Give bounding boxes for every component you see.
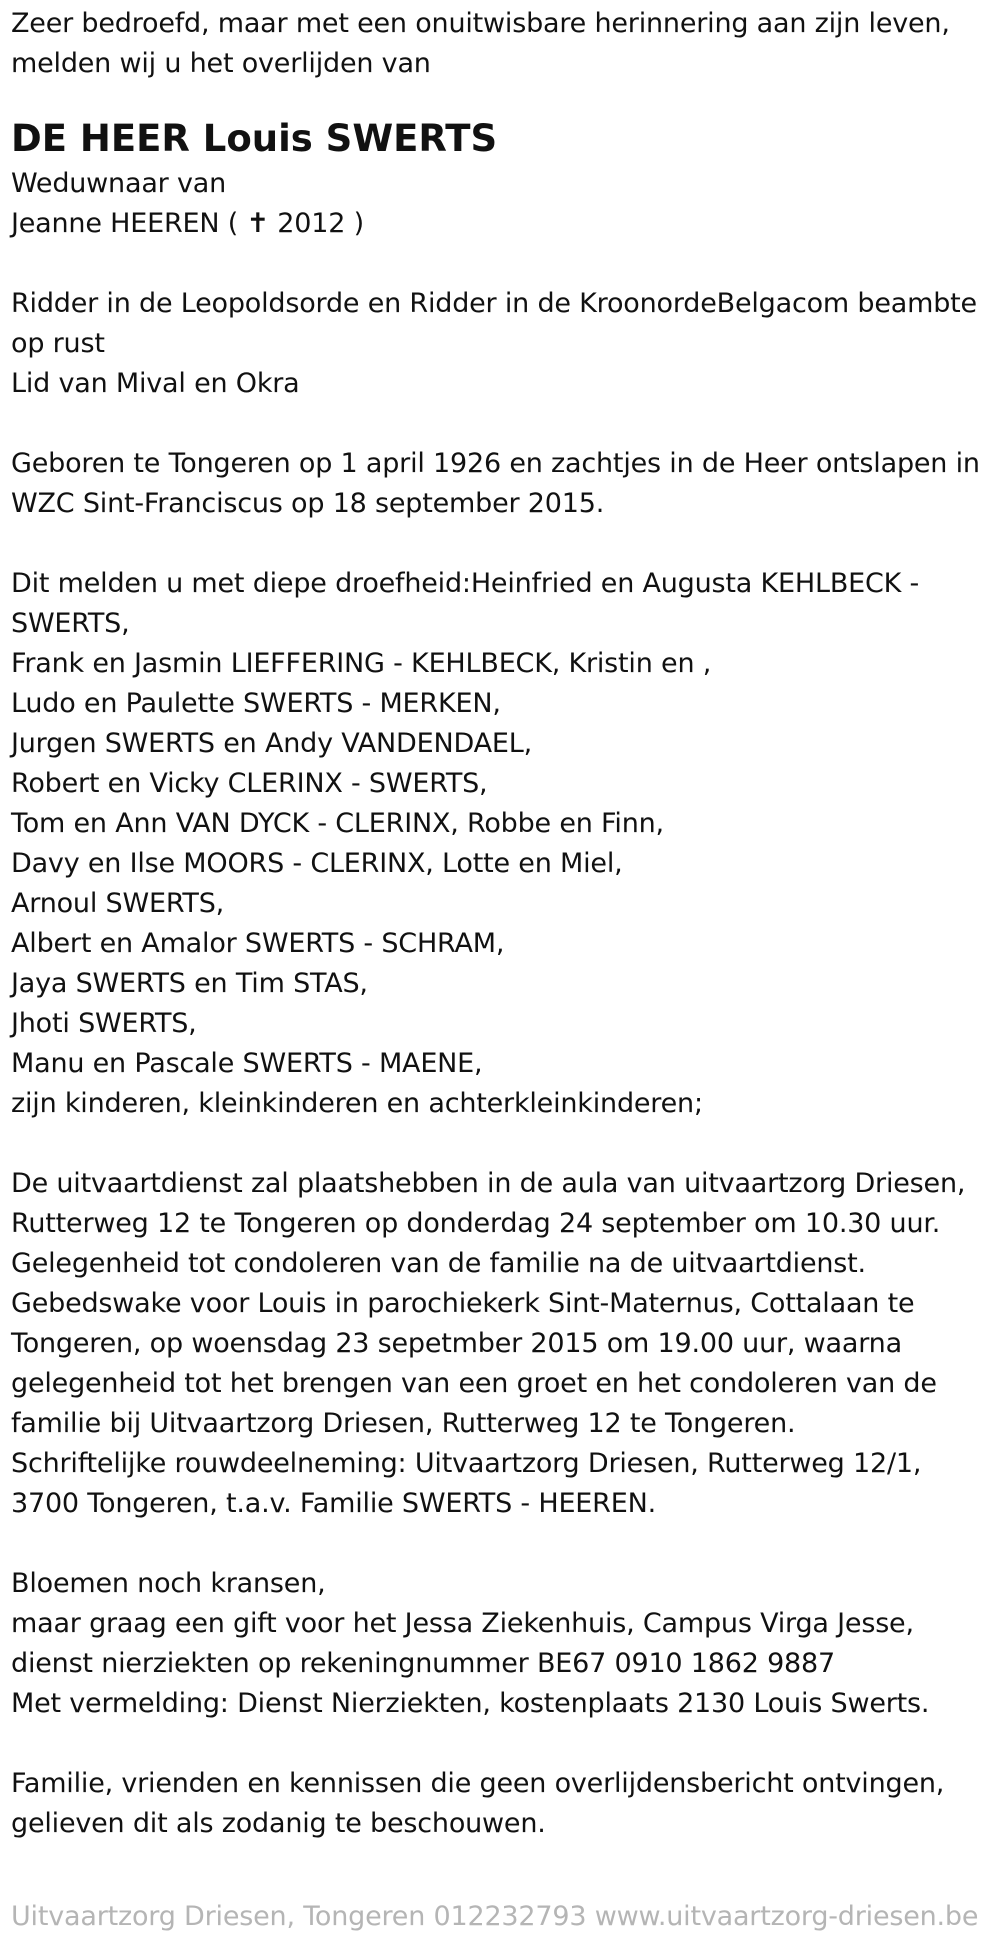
- closing-paragraph: [11, 1764, 991, 1844]
- family-line: Dit melden u met diepe droefheid:Heinfried en Augusta KEHLBECK -: [11, 568, 920, 599]
- funeral-line: Rutterweg 12 te Tongeren op donderdag 24 september om 10.30 uur.: [11, 1208, 941, 1239]
- spouse-paragraph: [11, 164, 991, 244]
- flowers-line: Bloemen noch kransen,: [11, 1568, 326, 1599]
- funeral-line: Tongeren, op woensdag 23 sepetmber 2015 om 19.00 uur, waarna: [11, 1328, 902, 1359]
- funeral-line: Schriftelijke rouwdeelneming: Uitvaartzorg Driesen, Rutterweg 12/1,: [11, 1448, 922, 1479]
- birth-death-line: Geboren te Tongeren op 1 april 1926 en zachtjes in de Heer ontslapen in: [11, 448, 980, 479]
- funeral-home-footer: Uitvaartzorg Driesen, Tongeren 012232793 www.uitvaartzorg-driesen.be: [11, 1901, 979, 1932]
- birth-death-paragraph: [11, 444, 991, 524]
- funeral-line: Gelegenheid tot condoleren van de familie na de uitvaartdienst.: [11, 1248, 866, 1279]
- family-line: Albert en Amalor SWERTS - SCHRAM,: [11, 928, 505, 959]
- family-line: Frank en Jasmin LIEFFERING - KEHLBECK, Kristin en ,: [11, 648, 712, 679]
- birth-death-line: WZC Sint-Franciscus op 18 september 2015.: [11, 488, 605, 519]
- funeral-line: De uitvaartdienst zal plaatshebben in de aula van uitvaartzorg Driesen,: [11, 1168, 966, 1199]
- funeral-line: Gebedswake voor Louis in parochiekerk Sint-Maternus, Cottalaan te: [11, 1288, 915, 1319]
- paragraph-gap: [11, 524, 991, 564]
- paragraph-gap: [11, 404, 991, 444]
- flowers-line: maar graag een gift voor het Jessa Ziekenhuis, Campus Virga Jesse,: [11, 1608, 914, 1639]
- funeral-line: 3700 Tongeren, t.a.v. Familie SWERTS - HEEREN.: [11, 1488, 656, 1519]
- honors-line: op rust: [11, 328, 105, 359]
- family-line: Arnoul SWERTS,: [11, 888, 225, 919]
- family-line: zijn kinderen, kleinkinderen en achterkleinkinderen;: [11, 1088, 703, 1119]
- family-line: Jurgen SWERTS en Andy VANDENDAEL,: [11, 728, 532, 759]
- family-paragraph: [11, 564, 991, 1124]
- family-line: Tom en Ann VAN DYCK - CLERINX, Robbe en Finn,: [11, 808, 664, 839]
- paragraph-gap: [11, 1124, 991, 1164]
- flowers-line: Met vermelding: Dienst Nierziekten, kostenplaats 2130 Louis Swerts.: [11, 1688, 930, 1719]
- family-line: Davy en Ilse MOORS - CLERINX, Lotte en Miel,: [11, 848, 623, 879]
- honors-paragraph: [11, 284, 991, 404]
- flowers-line: dienst nierziekten op rekeningnummer BE67 0910 1862 9887: [11, 1648, 835, 1679]
- honors-line: Ridder in de Leopoldsorde en Ridder in de KroonordeBelgacom beambte: [11, 288, 977, 319]
- family-line: Ludo en Paulette SWERTS - MERKEN,: [11, 688, 501, 719]
- family-line: SWERTS,: [11, 608, 130, 639]
- intro-paragraph: [11, 4, 991, 84]
- intro-line: Zeer bedroefd, maar met een onuitwisbare herinnering aan zijn leven,: [11, 8, 950, 39]
- funeral-line: familie bij Uitvaartzorg Driesen, Rutterweg 12 te Tongeren.: [11, 1408, 796, 1439]
- family-line: Jaya SWERTS en Tim STAS,: [11, 968, 368, 999]
- spouse-line: Weduwnaar van: [11, 168, 226, 199]
- honors-line: Lid van Mival en Okra: [11, 368, 300, 399]
- obituary-document: [11, 4, 991, 1844]
- paragraph-gap: [11, 244, 991, 284]
- family-line: Manu en Pascale SWERTS - MAENE,: [11, 1048, 483, 1079]
- family-line: Jhoti SWERTS,: [11, 1008, 197, 1039]
- spouse-line: Jeanne HEEREN ( ✝ 2012 ): [11, 208, 364, 239]
- intro-line: melden wij u het overlijden van: [11, 48, 431, 79]
- funeral-line: gelegenheid tot het brengen van een groet en het condoleren van de: [11, 1368, 937, 1399]
- flowers-paragraph: [11, 1564, 991, 1724]
- closing-line: gelieven dit als zodanig te beschouwen.: [11, 1808, 546, 1839]
- paragraph-gap: [11, 1524, 991, 1564]
- closing-line: Familie, vrienden en kennissen die geen overlijdensbericht ontvingen,: [11, 1768, 945, 1799]
- paragraph-gap: [11, 1724, 991, 1764]
- deceased-name: DE HEER Louis SWERTS: [11, 117, 498, 160]
- family-line: Robert en Vicky CLERINX - SWERTS,: [11, 768, 488, 799]
- funeral-paragraph: [11, 1164, 991, 1524]
